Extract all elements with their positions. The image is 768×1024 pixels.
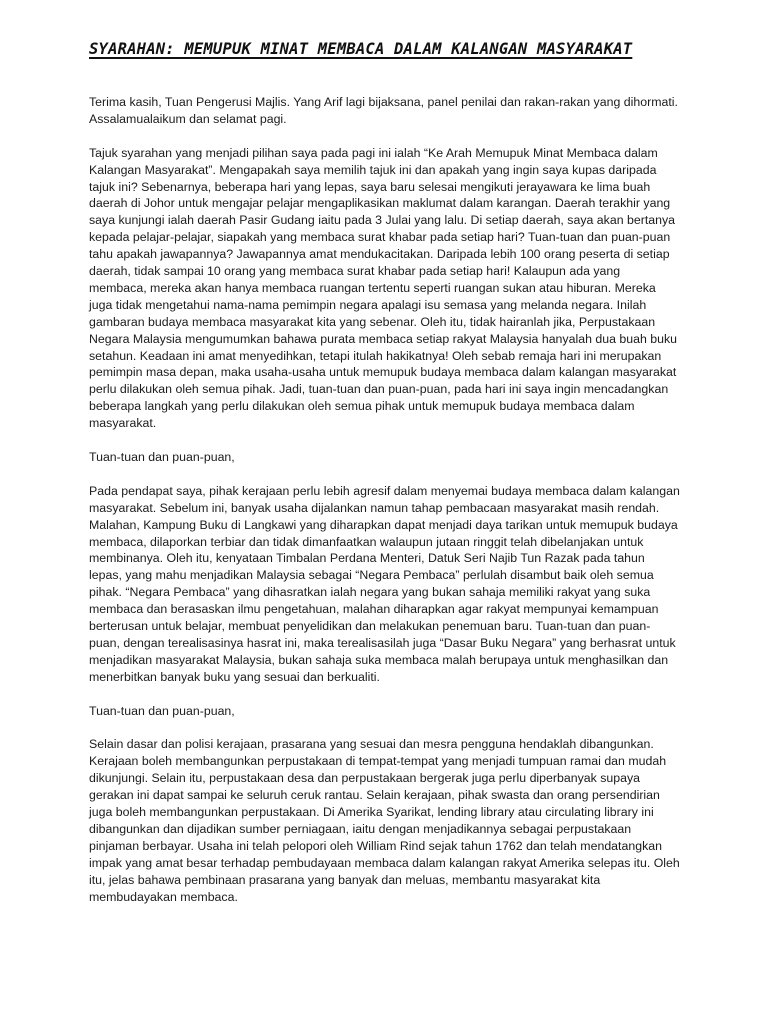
paragraph-opening: Terima kasih, Tuan Pengerusi Majlis. Yang Arif lagi bijaksana, panel penilai dan rakan-rakan yang dihormati. Assalamualaikum dan selamat pagi.	[89, 95, 678, 126]
document-title: SYARAHAN: MEMUPUK MINAT MEMBACA DALAM KALANGAN MASYARAKAT	[89, 40, 633, 58]
paragraph-introduction: Tajuk syarahan yang menjadi pilihan saya pada pagi ini ialah “Ke Arah Memupuk Minat Membaca dalam Kalangan Masyarakat”. Mengapakah saya memilih tajuk ini dan apakah yang ingin saya kupas daripada tajuk ini? Sebenarnya, beberapa hari yang lepas, saya baru selesai mengikuti jerayawara ke lima buah daerah di Johor untuk mengajar pelajar mengaplikasikan maklumat dalam karangan. Daerah terakhir yang saya kunjungi ialah daerah Pasir Gudang iaitu pada 3 Julai yang lalu. Di setiap daerah, saya akan bertanya kepada pelajar-pelajar, siapakah yang membaca surat khabar pada setiap hari? Tuan-tuan dan puan-puan tahu apakah jawapannya? Jawapannya amat mendukacitakan. Daripada lebih 100 orang peserta di setiap daerah, tidak sampai 10 orang yang membaca surat khabar pada setiap hari! Kalaupun ada yang membaca, mereka akan hanya membaca ruangan tertentu seperti ruangan sukan atau hiburan. Mereka juga tidak mengetahui nama-nama pemimpin negara apalagi isu semasa yang melanda negara. Inilah gambaran budaya membaca masyarakat kita yang sebenar. Oleh itu, tidak hairanlah jika, Perpustakaan Negara Malaysia mengumumkan bahawa purata membaca setiap rakyat Malaysia hanyalah dua buah buku setahun. Keadaan ini amat menyedihkan, tetapi itulah hakikatnya! Oleh sebab remaja hari ini merupakan pemimpin masa depan, maka usaha-usaha untuk memupuk budaya membaca dalam kalangan masyarakat perlu dilakukan oleh semua pihak. Jadi, tuan-tuan dan puan-puan, pada hari ini saya ingin mencadangkan beberapa langkah yang perlu dilakukan oleh semua pihak untuk memupuk budaya membaca dalam masyarakat.	[89, 145, 678, 431]
paragraph-infrastructure: Selain dasar dan polisi kerajaan, prasarana yang sesuai dan mesra pengguna hendaklah dibangunkan. Kerajaan boleh membangunkan perpustakaan di tempat-tempat yang menjadi tumpuan ramai dan mudah dikunjungi. Selain itu, perpustakaan desa dan perpustakaan bergerak juga perlu diperbanyak supaya gerakan ini dapat sampai ke seluruh ceruk rantau. Selain kerajaan, pihak swasta dan orang persendirian juga boleh membangunkan perpustakaan. Di Amerika Syarikat, lending library atau circulating library ini dibangunkan dan dijadikan sumber perniagaan, iaitu dengan menjadikannya sebagai perpustakaan pinjaman berbayar. Usaha ini telah pelopori oleh William Rind sejak tahun 1762 dan telah mendatangkan impak yang amat besar terhadap pembudayaan membaca dalam kalangan rakyat Amerika selepas itu. Oleh itu, jelas bahawa pembinaan prasarana yang banyak dan meluas, membantu masyarakat kita membudayakan membaca.	[89, 737, 680, 904]
document-body	[89, 94, 681, 922]
paragraph-government-role: Pada pendapat saya, pihak kerajaan perlu lebih agresif dalam menyemai budaya membaca dalam kalangan masyarakat. Sebelum ini, banyak usaha dijalankan namun tahap pembacaan masyarakat masih rendah. Malahan, Kampung Buku di Langkawi yang diharapkan dapat menjadi daya tarikan untuk memupuk budaya membaca, dilaporkan terbiar dan tidak dimanfaatkan walaupun jutaan ringgit telah dibelanjakan untuk membinanya. Oleh itu, kenyataan Timbalan Perdana Menteri, Datuk Seri Najib Tun Razak pada tahun lepas, yang mahu menjadikan Malaysia sebagai “Negara Pembaca” perlulah disambut baik oleh semua pihak. “Negara Pembaca” yang dihasratkan ialah negara yang bukan sahaja memiliki rakyat yang suka membaca dan berasaskan ilmu pengetahuan, malahan diharapkan agar rakyat mempunyai kemampuan berterusan untuk belajar, membuat penyelidikan dan melakukan penemuan baru. Tuan-tuan dan puan-puan, dengan terealisasinya hasrat ini, maka terealisasilah juga “Dasar Buku Negara” yang berhasrat untuk menjadikan masyarakat Malaysia, bukan sahaja suka membaca malah berupaya untuk menghasilkan dan menerbitkan banyak buku yang sesuai dan berkualiti.	[89, 483, 680, 684]
paragraph-salutation-1: Tuan-tuan dan puan-puan,	[89, 450, 235, 464]
paragraph-salutation-2: Tuan-tuan dan puan-puan,	[89, 703, 235, 718]
